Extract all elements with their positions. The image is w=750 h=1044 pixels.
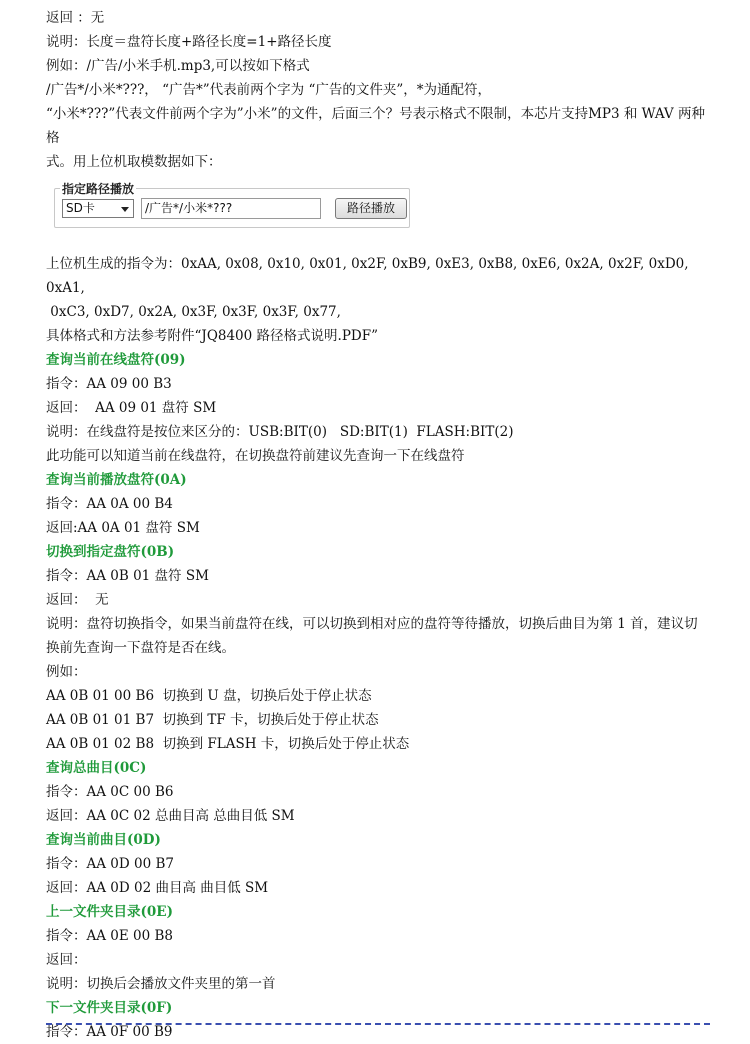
reference-line: 具体格式和方法参考附件“JQ8400 路径格式说明.PDF” (46, 328, 378, 344)
return-0a: 返回:AA 0A 01 盘符 SM (46, 520, 200, 536)
command-0b: 指令：AA 0B 01 盘符 SM (46, 568, 209, 584)
command-0f: 指令：AA 0F 00 B9 (46, 1024, 173, 1040)
section-heading-0e: 上一文件夹目录(0E) (46, 904, 173, 920)
document-page (46, 6, 710, 1044)
section-heading-0a: 查询当前播放盘符(0A) (46, 472, 187, 488)
path-play-widget (54, 180, 409, 228)
length-desc: 说明：长度＝盘符长度+路径长度=1+路径长度 (46, 34, 332, 50)
example-line: 例如：/广告/小米手机.mp3,可以按如下格式 (46, 58, 310, 74)
desc-0b: 说明：盘符切换指令，如果当前盘符在线，可以切换到相对应的盘符等待播放，切换后曲目为第 1 首，建议切 (46, 616, 698, 632)
example-label-0b: 例如： (46, 664, 87, 680)
return-0b: 返回： 无 (46, 592, 109, 608)
return-0d: 返回：AA 0D 02 曲目高 曲目低 SM (46, 880, 269, 896)
example-0b-tf: AA 0B 01 01 B7 切换到 TF 卡，切换后处于停止状态 (46, 712, 379, 728)
chevron-down-icon (121, 207, 129, 212)
section-heading-09: 查询当前在线盘符(09) (46, 352, 186, 368)
desc-0b-cont: 换前先查询一下盘符是否在线。 (46, 640, 235, 656)
footer-divider (46, 1023, 710, 1025)
example-0b-flash: AA 0B 01 02 B8 切换到 FLASH 卡，切换后处于停止状态 (46, 736, 410, 752)
command-0d: 指令：AA 0D 00 B7 (46, 856, 174, 872)
widget-legend: 指定路径播放 (62, 182, 135, 196)
command-0a: 指令：AA 0A 00 B4 (46, 496, 173, 512)
generated-cmd-line: 上位机生成的指令为：0xAA, 0x08, 0x10, 0x01, 0x2F, 0xB9, 0xE3, 0xB8, 0xE6, 0x2A, 0x2F, 0xD0, 0xA1, (46, 256, 693, 296)
note-09: 此功能可以知道当前在线盘符，在切换盘符前建议先查询一下在线盘符 (46, 448, 465, 464)
example-0b-usb: AA 0B 01 00 B6 切换到 U 盘，切换后处于停止状态 (46, 688, 372, 704)
wildcard-line: /广告*/小米*???， “广告*”代表前两个字为 “广告的文件夹”，*为通配符， (46, 82, 491, 98)
drive-select-value: SD卡 (66, 201, 95, 215)
desc-09: 说明：在线盘符是按位来区分的：USB:BIT(0) SD:BIT(1) FLASH:BIT(2) (46, 424, 514, 440)
return-0e: 返回： (46, 952, 87, 968)
section-heading-0c: 查询总曲目(0C) (46, 760, 147, 776)
format-line-cont: 式。用上位机取模数据如下： (46, 154, 222, 170)
section-heading-0b: 切换到指定盘符(0B) (46, 544, 175, 560)
return-09: 返回： AA 09 01 盘符 SM (46, 400, 217, 416)
generated-cmd-line-cont: 0xC3, 0xD7, 0x2A, 0x3F, 0x3F, 0x3F, 0x77, (46, 304, 341, 320)
format-line: “小米*???”代表文件前两个字为”小米”的文件，后面三个？号表示格式不限制，本芯片支持MP3 和 WAV 两种格 (46, 106, 705, 146)
path-play-button[interactable]: 路径播放 (335, 198, 407, 219)
command-0e: 指令：AA 0E 00 B8 (46, 928, 174, 944)
path-input[interactable]: /广告*/小米*??? (141, 198, 321, 219)
command-0c: 指令：AA 0C 00 B6 (46, 784, 174, 800)
return-line: 返回 ：无 (46, 10, 105, 26)
section-heading-0f: 下一文件夹目录(0F) (46, 1000, 173, 1016)
section-heading-0d: 查询当前曲目(0D) (46, 832, 161, 848)
return-0c: 返回：AA 0C 02 总曲目高 总曲目低 SM (46, 808, 295, 824)
drive-select[interactable] (62, 199, 134, 218)
desc-0e: 说明：切换后会播放文件夹里的第一首 (46, 976, 276, 992)
command-09: 指令：AA 09 00 B3 (46, 376, 172, 392)
